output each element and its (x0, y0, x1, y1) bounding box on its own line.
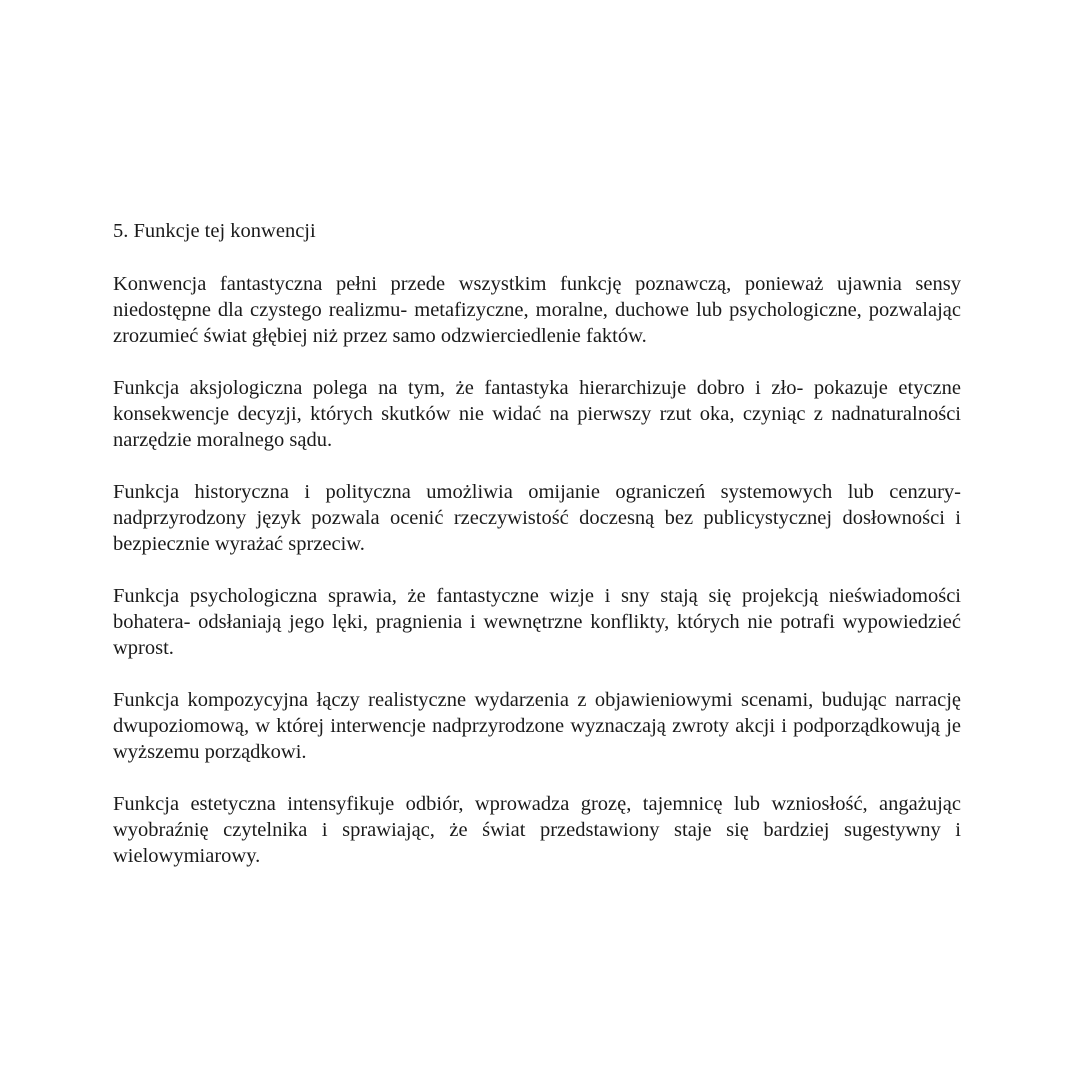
paragraph-axiological-function: Funkcja aksjologiczna polega na tym, że fantastyka hierarchizuje dobro i zło- pokazuje etyczne konsekwencje decyzji, których skutków nie widać na pierwszy rzut oka, czyniąc z nadnaturalności narzędzie moralnego sądu. (113, 377, 961, 451)
paragraph-cognitive-function: Konwencja fantastyczna pełni przede wszystkim funkcję poznawczą, ponieważ ujawnia sensy niedostępne dla czystego realizmu- metafizyczne, moralne, duchowe lub psychologiczne, pozwalając zrozumieć świat głębiej niż przez samo odzwierciedlenie faktów. (113, 273, 961, 347)
paragraph-aesthetic-function: Funkcja estetyczna intensyfikuje odbiór, wprowadza grozę, tajemnicę lub wzniosłość, angażując wyobraźnię czytelnika i sprawiając, że świat przedstawiony staje się bardziej sugestywny i wielowymiarowy. (113, 793, 961, 867)
section-heading: 5. Funkcje tej konwencji (113, 220, 316, 242)
document-page (113, 218, 961, 895)
paragraph-compositional-function: Funkcja kompozycyjna łączy realistyczne wydarzenia z objawieniowymi scenami, budując narrację dwupoziomową, w której interwencje nadprzyrodzone wyznaczają zwroty akcji i podporządkowują je wyższemu porządkowi. (113, 689, 961, 763)
paragraph-historical-political-function: Funkcja historyczna i polityczna umożliwia omijanie ograniczeń systemowych lub cenzury- nadprzyrodzony język pozwala ocenić rzeczywistość doczesną bez publicystycznej dosłowności i bezpiecznie wyrażać sprzeciw. (113, 481, 961, 555)
paragraph-psychological-function: Funkcja psychologiczna sprawia, że fantastyczne wizje i sny stają się projekcją nieświadomości bohatera- odsłaniają jego lęki, pragnienia i wewnętrzne konflikty, których nie potrafi wypowiedzieć wprost. (113, 585, 961, 659)
